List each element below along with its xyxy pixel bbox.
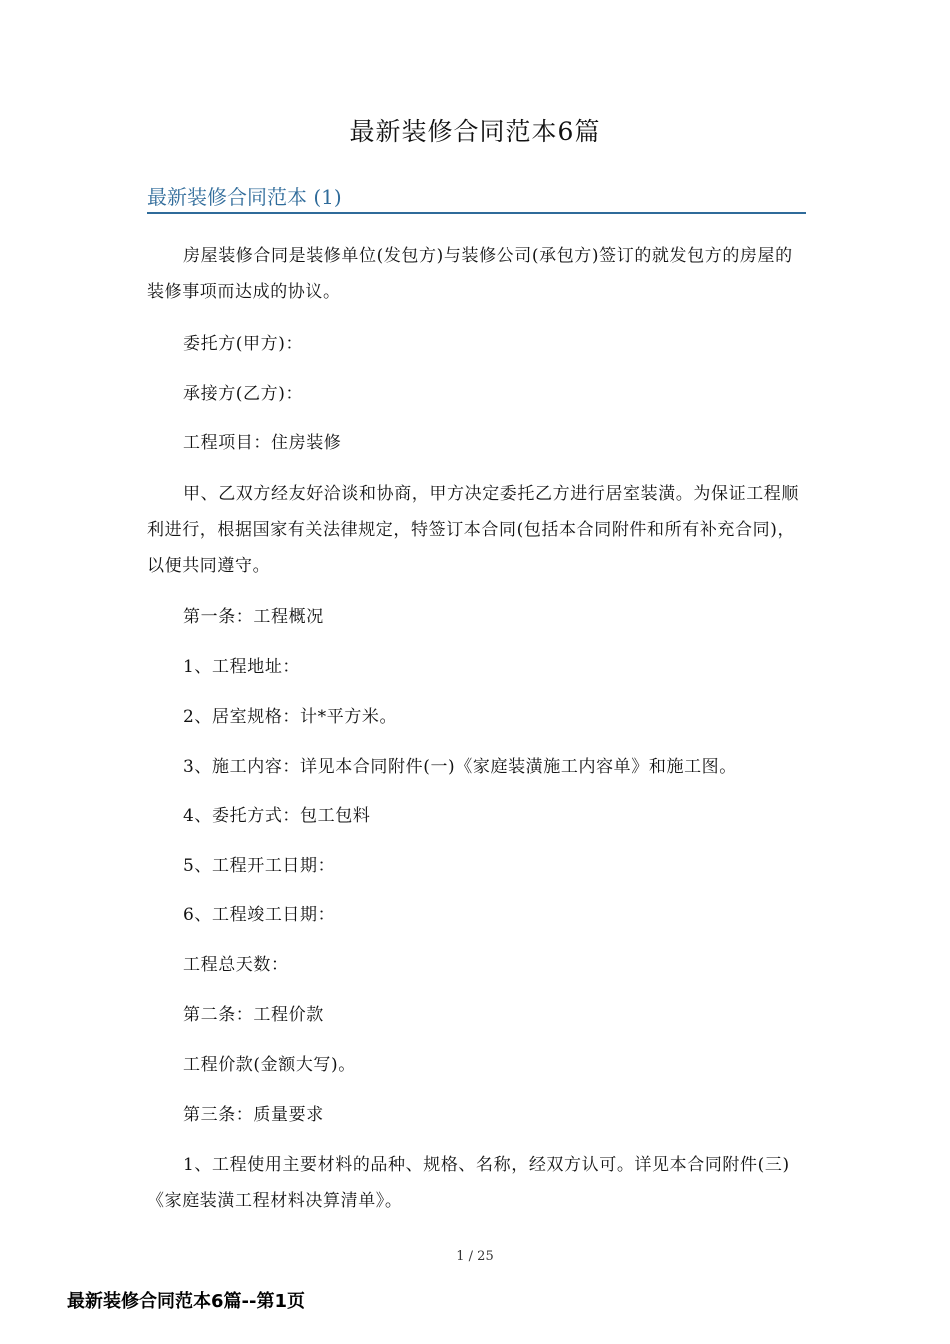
paragraph-item-5: 5、工程开工日期：	[183, 856, 336, 876]
paragraph-item-2: 2、居室规格：计*平方米。	[183, 707, 398, 727]
page-number: 1 / 25	[456, 1249, 494, 1264]
paragraph-price: 工程价款(金额大写)。	[183, 1055, 356, 1075]
paragraph-agreement: 甲、乙双方经友好洽谈和协商，甲方决定委托乙方进行居室装潢。为保证工程顺利进行，根据国家有关法律规定，特签订本合同(包括本合同附件和所有补充合同)，以便共同遵守。	[147, 484, 799, 576]
paragraph-party-b: 承接方(乙方)：	[183, 384, 304, 404]
paragraph-intro: 房屋装修合同是装修单位(发包方)与装修公司(承包方)签订的就发包方的房屋的装修事项而达成的协议。	[147, 246, 793, 302]
footer-label: 最新装修合同范本6篇--第1页	[67, 1291, 305, 1312]
paragraph-article-2: 第二条：工程价款	[183, 1005, 324, 1025]
paragraph-item-1: 1、工程地址：	[183, 657, 301, 677]
paragraph-item-3: 3、施工内容：详见本合同附件(一)《家庭装潢施工内容单》和施工图。	[183, 757, 737, 777]
paragraph-article-1: 第一条：工程概况	[183, 607, 324, 627]
section-heading: 最新装修合同范本 (1)	[147, 182, 806, 214]
paragraph-project: 工程项目：住房装修	[183, 433, 342, 453]
paragraph-party-a: 委托方(甲方)：	[183, 334, 304, 354]
paragraph-item-6: 6、工程竣工日期：	[183, 905, 336, 925]
paragraph-materials: 1、工程使用主要材料的品种、规格、名称，经双方认可。详见本合同附件(三)《家庭装潢工程材料决算清单》。	[147, 1155, 790, 1211]
paragraph-item-4: 4、委托方式：包工包料	[183, 806, 371, 826]
paragraph-total-days: 工程总天数：	[183, 955, 289, 975]
document-title: 最新装修合同范本6篇	[349, 117, 601, 146]
paragraph-article-3: 第三条：质量要求	[183, 1105, 324, 1125]
